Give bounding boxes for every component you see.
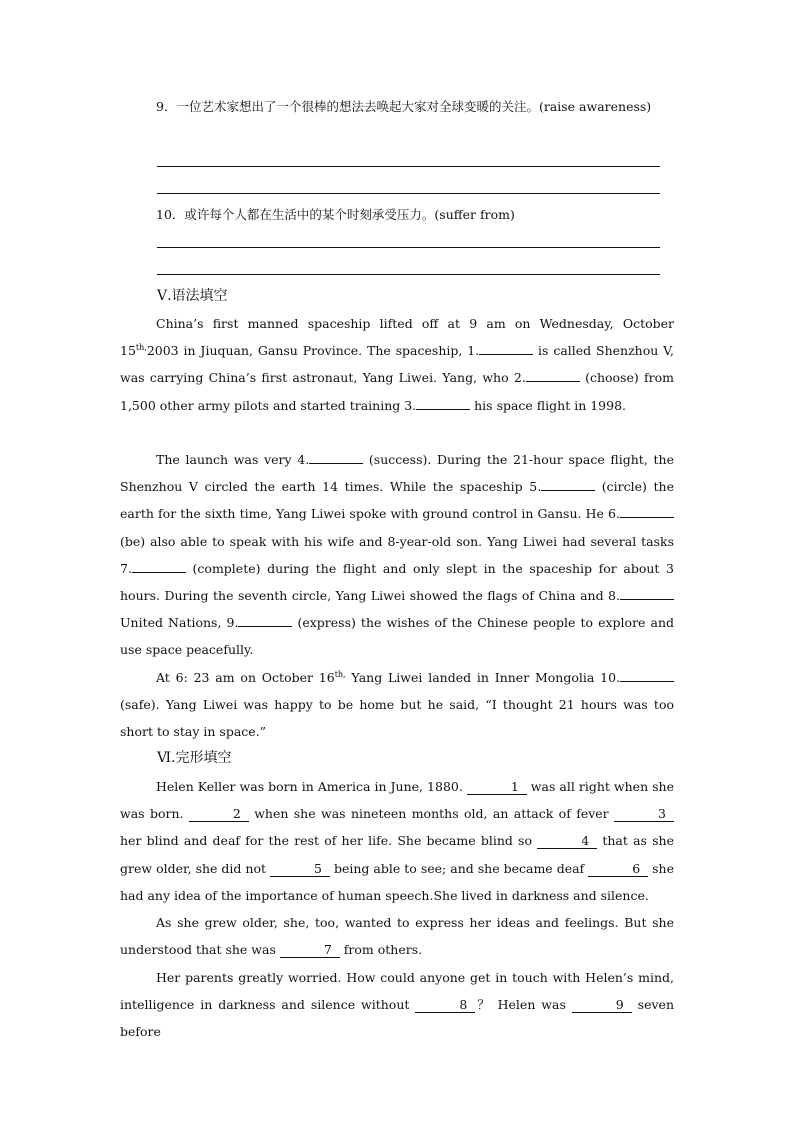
passage-text: (express) the wishes of the Chinese people to explore and use space peacefully. [120,615,674,658]
question-10: 10．或许每个人都在生活中的某个时刻承受压力。(suffer from) [156,207,515,222]
fill-blank[interactable] [479,340,533,355]
numbered-blank[interactable]: 5 [270,862,330,877]
numbered-blank[interactable]: 7 [280,943,340,958]
section-heading: Ⅵ.完形填空 [157,750,232,766]
passage-text: At 6: 23 am on October 16 [156,670,335,685]
passage-text: Her parents greatly worried. How could anyone get in touch with Helen’s mind, intelligence in darkness and silence without [120,970,674,1013]
ordinal-suffix: th, [334,669,346,679]
fill-blank[interactable] [238,612,292,627]
passage-text: his space flight in 1998. [470,397,626,413]
passage-text: ？ Helen was [475,997,572,1013]
numbered-blank[interactable]: 8 [415,998,475,1013]
numbered-blank[interactable]: 2 [189,807,249,822]
numbered-blank[interactable]: 9 [572,998,632,1013]
passage-text: 2003 in Jiuquan, Gansu Province. The spaceship, 1. [146,343,480,359]
passage-text: is called Shenzhou V, was carrying China’s first astronaut, Yang Liwei. Yang, who 2. [120,343,674,386]
fill-blank[interactable] [309,449,363,464]
answer-line [157,193,660,194]
answer-line [157,247,660,248]
passage-text: Yang Liwei landed in Inner Mongolia 10. [345,670,620,685]
ordinal-suffix: th, [135,343,147,353]
passage-text: seven before [120,997,674,1040]
fill-blank[interactable] [620,667,674,682]
passage-paragraph [120,664,674,746]
passage-text: China’s first manned spaceship lifted off at 9 am on Wednesday, October 15 [120,316,674,359]
numbered-blank[interactable]: 6 [588,862,648,877]
passage-text: (be) also able to speak with his wife and 8-year-old son. Yang Liwei had several tasks 7. [120,533,674,576]
passage-text: was all right when she was born. [120,779,674,822]
passage-paragraph [120,773,674,909]
answer-line [157,274,660,275]
passage-paragraph [120,909,674,963]
numbered-blank[interactable]: 4 [537,834,597,849]
passage-text: her blind and deaf for the rest of her life. She became blind so [120,833,538,849]
passage-text: (safe). Yang Liwei was happy to be home but he said, “I thought 21 hours was too short to stay in space.” [120,697,674,740]
passage-text: As she grew older, she, too, wanted to express her ideas and feelings. But she understood that she was [120,915,674,958]
fill-blank[interactable] [541,476,595,491]
question-9: 9．一位艺术家想出了一个很棒的想法去唤起大家对全球变暖的关注。(raise awareness) [156,99,652,114]
fill-blank[interactable] [526,367,580,382]
passage-text: (complete) during the flight and only slept in the spaceship for about 3 hours. During the seventh circle, Yang Liwei showed the flags of China and 8. [120,560,674,604]
fill-blank[interactable] [620,585,674,600]
passage-paragraph [120,446,674,664]
passage-text: being able to see; and she became deaf [329,860,589,876]
answer-line [157,166,660,167]
passage-text: United Nations, 9. [120,615,239,631]
passage-text: from others. [339,942,423,958]
passage-text: (success). During the 21-hour space flight, the Shenzhou V circled the earth 14 times. While the spaceship 5. [120,452,674,495]
passage-text: (choose) from 1,500 other army pilots and started training 3. [120,370,674,413]
numbered-blank[interactable]: 1 [467,780,527,795]
passage-text: Helen Keller was born in America in June, 1880. [156,779,467,794]
passage-paragraph [120,964,674,1046]
numbered-blank[interactable]: 3 [614,807,674,822]
passage-text: when she was nineteen months old, an attack of fever [248,806,615,822]
passage-text: The launch was very 4. [156,452,310,467]
passage-paragraph [120,310,674,419]
section-heading: Ⅴ.语法填空 [157,288,228,304]
passage-text: that as she grew older, she did not [120,833,675,876]
fill-blank[interactable] [620,503,674,518]
passage-text: (circle) the earth for the sixth time, Yang Liwei spoke with ground control in Gansu. He 6. [120,479,674,522]
fill-blank[interactable] [132,558,186,573]
passage-text: she had any idea of the importance of human speech.She lived in darkness and silence. [120,860,675,903]
fill-blank[interactable] [416,395,470,410]
